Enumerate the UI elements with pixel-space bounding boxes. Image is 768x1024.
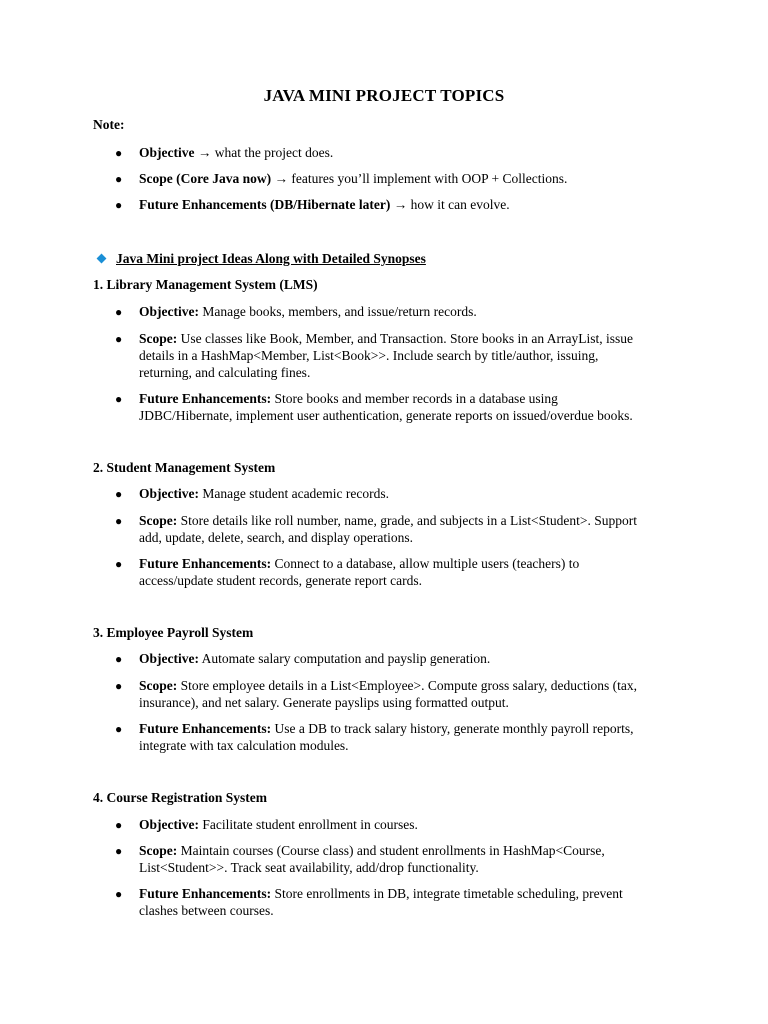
diamond-bullet-icon (97, 254, 107, 264)
page-title: JAVA MINI PROJECT TOPICS (263, 86, 505, 105)
bullet-icon: ● (115, 887, 123, 901)
project-future: Future Enhancements: Use a DB to track salary history, generate monthly payroll reports, (139, 721, 634, 736)
project-future: Future Enhancements: Store books and member records in a database using (139, 391, 558, 406)
bullet-icon: ● (115, 514, 123, 528)
project-scope-continued: List<Student>>. Track seat availability, add/drop functionality. (139, 860, 479, 875)
project-objective: Objective: Facilitate student enrollment in courses. (139, 817, 418, 832)
note-item: Objective → what the project does. (139, 145, 334, 160)
note-item: Future Enhancements (DB/Hibernate later) → how it can evolve. (139, 197, 510, 212)
project-objective: Objective: Automate salary computation and payslip generation. (139, 651, 491, 666)
bullet-icon: ● (115, 652, 123, 666)
section-heading: Java Mini project Ideas Along with Detailed Synopses (116, 251, 426, 266)
bullet-icon: ● (115, 722, 123, 736)
bullet-icon: ● (115, 146, 123, 160)
project-scope-continued: insurance), and net salary. Generate payslips using formatted output. (139, 695, 509, 710)
note-label: Note: (93, 117, 125, 132)
bullet-icon: ● (115, 392, 123, 406)
project-scope: Scope: Store employee details in a List<Employee>. Compute gross salary, deductions (tax, (139, 678, 638, 693)
bullet-icon: ● (115, 487, 123, 501)
bullet-icon: ● (115, 818, 123, 832)
project-future-continued: integrate with tax calculation modules. (139, 738, 349, 753)
bullet-icon: ● (115, 198, 123, 212)
project-objective: Objective: Manage books, members, and issue/return records. (139, 304, 477, 319)
project-heading: 2. Student Management System (93, 460, 276, 475)
project-future-continued: access/update student records, generate report cards. (139, 573, 422, 588)
project-future-continued: clashes between courses. (139, 903, 274, 918)
project-scope: Scope: Use classes like Book, Member, and Transaction. Store books in an ArrayList, issue (139, 331, 634, 346)
project-heading: 1. Library Management System (LMS) (93, 277, 318, 292)
bullet-icon: ● (115, 172, 123, 186)
bullet-icon: ● (115, 332, 123, 346)
bullet-icon: ● (115, 679, 123, 693)
project-scope-continued: add, update, delete, search, and display operations. (139, 530, 414, 545)
project-heading: 3. Employee Payroll System (93, 625, 254, 640)
note-item: Scope (Core Java now) → features you’ll implement with OOP + Collections. (139, 171, 568, 186)
project-heading: 4. Course Registration System (93, 790, 267, 805)
bullet-icon: ● (115, 557, 123, 571)
bullet-icon: ● (115, 305, 123, 319)
project-scope-continued: returning, and calculating fines. (139, 365, 311, 380)
project-objective: Objective: Manage student academic records. (139, 486, 390, 501)
project-future: Future Enhancements: Store enrollments in DB, integrate timetable scheduling, prevent (139, 886, 623, 901)
project-scope: Scope: Store details like roll number, name, grade, and subjects in a List<Student>. Support (139, 513, 637, 528)
bullet-icon: ● (115, 844, 123, 858)
project-scope-continued: details in a HashMap<Member, List<Book>>. Include search by title/author, issuing, (139, 348, 599, 363)
project-scope: Scope: Maintain courses (Course class) and student enrollments in HashMap<Course, (139, 843, 605, 858)
project-future: Future Enhancements: Connect to a database, allow multiple users (teachers) to (139, 556, 580, 571)
project-future-continued: JDBC/Hibernate, implement user authentication, generate reports on issued/overdue books. (139, 408, 633, 423)
